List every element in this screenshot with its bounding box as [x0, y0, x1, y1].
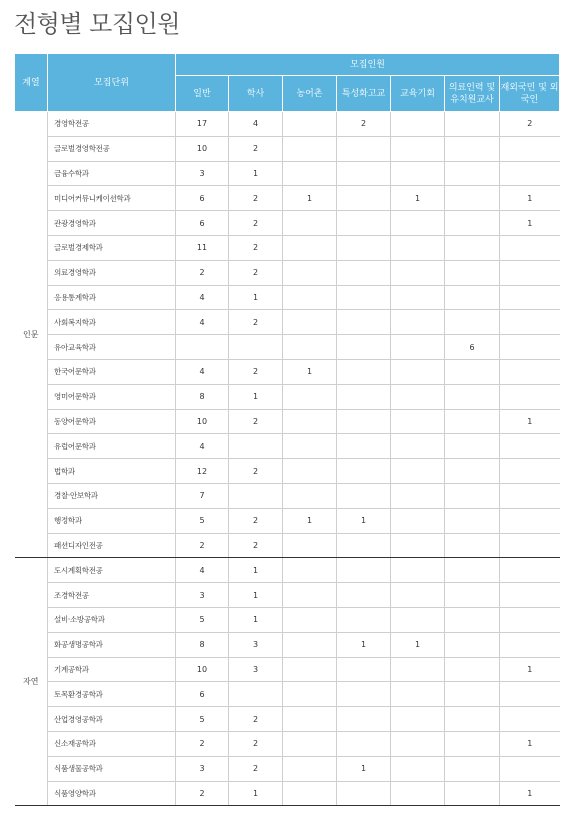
unit-name-cell: 유아교육학과 [48, 335, 176, 360]
quota-cell: 2 [176, 781, 229, 806]
quota-cell [500, 682, 560, 707]
quota-cell [500, 483, 560, 508]
quota-cell [391, 434, 445, 459]
unit-name-cell: 경영학전공 [48, 112, 176, 137]
quota-cell: 2 [176, 533, 229, 558]
quota-cell [445, 235, 500, 260]
quota-cell [391, 583, 445, 608]
quota-cell [283, 607, 337, 632]
quota-cell: 1 [229, 558, 283, 583]
quota-cell: 1 [229, 607, 283, 632]
unit-name-cell: 글로벌경영학전공 [48, 136, 176, 161]
quota-cell [283, 335, 337, 360]
quota-cell [283, 682, 337, 707]
quota-cell: 2 [337, 112, 391, 137]
quota-cell [445, 533, 500, 558]
quota-cell [391, 459, 445, 484]
quota-cell [283, 409, 337, 434]
quota-cell [337, 335, 391, 360]
quota-cell [445, 260, 500, 285]
quota-cell [391, 607, 445, 632]
unit-name-cell: 화공생명공학과 [48, 632, 176, 657]
quota-cell [283, 112, 337, 137]
quota-cell [391, 756, 445, 781]
quota-cell [391, 161, 445, 186]
quota-cell [391, 335, 445, 360]
quota-table-wrapper [14, 53, 559, 806]
quota-cell [337, 558, 391, 583]
quota-cell: 2 [229, 260, 283, 285]
quota-cell [500, 359, 560, 384]
quota-cell: 2 [229, 707, 283, 732]
quota-cell [500, 384, 560, 409]
quota-cell [391, 211, 445, 236]
quota-cell [445, 112, 500, 137]
quota-cell [337, 657, 391, 682]
table-row [15, 781, 560, 806]
quota-cell [445, 285, 500, 310]
quota-cell: 2 [229, 459, 283, 484]
quota-cell: 2 [229, 756, 283, 781]
unit-name-cell: 한국어문학과 [48, 359, 176, 384]
quota-cell [283, 434, 337, 459]
quota-cell: 5 [176, 508, 229, 533]
unit-name-cell: 금융수학과 [48, 161, 176, 186]
quota-cell [229, 483, 283, 508]
quota-cell [445, 707, 500, 732]
quota-cell [500, 558, 560, 583]
table-row [15, 310, 560, 335]
quota-cell [391, 136, 445, 161]
quota-cell: 5 [176, 707, 229, 732]
table-row [15, 533, 560, 558]
quota-cell [500, 707, 560, 732]
unit-name-cell: 기계공학과 [48, 657, 176, 682]
quota-cell: 2 [229, 136, 283, 161]
table-header [15, 54, 560, 112]
quota-cell [283, 211, 337, 236]
quota-cell [391, 533, 445, 558]
quota-cell [391, 359, 445, 384]
table-row [15, 756, 560, 781]
quota-cell [337, 211, 391, 236]
quota-cell: 10 [176, 136, 229, 161]
quota-cell [391, 409, 445, 434]
quota-cell: 2 [229, 211, 283, 236]
table-body [15, 112, 560, 806]
table-row [15, 235, 560, 260]
quota-cell [391, 483, 445, 508]
header-category: 계열 [15, 54, 48, 112]
header-quota: 모집인원 [176, 54, 560, 76]
quota-cell [445, 558, 500, 583]
quota-cell [500, 756, 560, 781]
quota-cell: 12 [176, 459, 229, 484]
quota-cell [283, 731, 337, 756]
quota-cell: 1 [229, 384, 283, 409]
quota-cell [229, 335, 283, 360]
unit-name-cell: 패션디자인전공 [48, 533, 176, 558]
quota-cell: 1 [229, 285, 283, 310]
quota-cell [391, 285, 445, 310]
quota-cell: 1 [229, 781, 283, 806]
category-cell: 자연 [15, 558, 48, 806]
quota-cell [283, 235, 337, 260]
quota-cell [445, 384, 500, 409]
quota-cell: 2 [229, 508, 283, 533]
table-row [15, 211, 560, 236]
quota-cell [500, 260, 560, 285]
category-cell: 인문 [15, 112, 48, 558]
quota-cell [283, 756, 337, 781]
quota-cell: 2 [229, 235, 283, 260]
quota-cell: 17 [176, 112, 229, 137]
unit-name-cell: 글로벌경제학과 [48, 235, 176, 260]
unit-name-cell: 응용통계학과 [48, 285, 176, 310]
quota-cell [283, 310, 337, 335]
quota-cell [283, 260, 337, 285]
quota-cell [500, 583, 560, 608]
quota-cell [337, 434, 391, 459]
quota-cell: 10 [176, 409, 229, 434]
quota-cell: 1 [337, 756, 391, 781]
header-unit: 모집단위 [48, 54, 176, 112]
quota-cell: 2 [229, 359, 283, 384]
quota-cell: 1 [500, 186, 560, 211]
table-row [15, 285, 560, 310]
quota-cell [283, 533, 337, 558]
unit-name-cell: 식품영양학과 [48, 781, 176, 806]
quota-cell [500, 607, 560, 632]
quota-cell: 1 [500, 409, 560, 434]
page-title: 전형별 모집인원 [14, 10, 180, 38]
table-row [15, 657, 560, 682]
quota-cell: 11 [176, 235, 229, 260]
quota-cell: 2 [176, 731, 229, 756]
unit-name-cell: 관광경영학과 [48, 211, 176, 236]
quota-cell [445, 508, 500, 533]
quota-cell: 1 [283, 359, 337, 384]
quota-cell [445, 781, 500, 806]
quota-cell [283, 558, 337, 583]
quota-cell [445, 359, 500, 384]
quota-cell [337, 161, 391, 186]
quota-cell: 4 [229, 112, 283, 137]
unit-name-cell: 산업경영공학과 [48, 707, 176, 732]
quota-cell [445, 756, 500, 781]
quota-cell [337, 359, 391, 384]
quota-cell [391, 781, 445, 806]
table-row [15, 335, 560, 360]
table-row [15, 409, 560, 434]
quota-cell [391, 707, 445, 732]
quota-cell: 1 [391, 186, 445, 211]
quota-cell [445, 682, 500, 707]
quota-cell [337, 235, 391, 260]
quota-cell [337, 707, 391, 732]
quota-cell [283, 483, 337, 508]
unit-name-cell: 토목환경공학과 [48, 682, 176, 707]
quota-cell: 1 [391, 632, 445, 657]
quota-cell [391, 260, 445, 285]
quota-cell [445, 409, 500, 434]
quota-cell [283, 657, 337, 682]
unit-name-cell: 미디어커뮤니케이션학과 [48, 186, 176, 211]
quota-cell: 2 [229, 186, 283, 211]
quota-cell: 4 [176, 285, 229, 310]
quota-cell [500, 508, 560, 533]
quota-cell [229, 434, 283, 459]
unit-name-cell: 행정학과 [48, 508, 176, 533]
table-row [15, 508, 560, 533]
quota-cell [337, 409, 391, 434]
table-row [15, 583, 560, 608]
quota-cell: 1 [283, 186, 337, 211]
quota-cell: 4 [176, 359, 229, 384]
quota-cell [445, 483, 500, 508]
quota-cell: 2 [500, 112, 560, 137]
header-col-opportunity: 교육기회 [391, 76, 445, 112]
quota-cell: 2 [229, 409, 283, 434]
quota-cell [445, 211, 500, 236]
quota-cell: 3 [229, 632, 283, 657]
unit-name-cell: 신소재공학과 [48, 731, 176, 756]
quota-cell: 10 [176, 657, 229, 682]
quota-cell: 1 [500, 657, 560, 682]
header-col-rural: 농어촌 [283, 76, 337, 112]
quota-cell [283, 781, 337, 806]
quota-cell [391, 508, 445, 533]
quota-cell [500, 632, 560, 657]
quota-cell [337, 310, 391, 335]
quota-cell [283, 285, 337, 310]
quota-cell [445, 731, 500, 756]
table-row [15, 186, 560, 211]
quota-cell [445, 607, 500, 632]
table-row [15, 558, 560, 583]
header-col-general: 일반 [176, 76, 229, 112]
quota-cell [500, 285, 560, 310]
quota-cell [337, 285, 391, 310]
quota-cell [337, 731, 391, 756]
quota-cell: 8 [176, 384, 229, 409]
unit-name-cell: 동양어문학과 [48, 409, 176, 434]
quota-cell [337, 260, 391, 285]
quota-cell [229, 682, 283, 707]
quota-cell [500, 310, 560, 335]
quota-cell [445, 434, 500, 459]
quota-cell: 2 [176, 260, 229, 285]
quota-cell: 2 [229, 731, 283, 756]
quota-cell [391, 657, 445, 682]
quota-cell [445, 310, 500, 335]
quota-cell: 4 [176, 434, 229, 459]
quota-cell: 1 [500, 731, 560, 756]
unit-name-cell: 도시계획학전공 [48, 558, 176, 583]
table-row [15, 607, 560, 632]
header-col-overseas: 재외국민 및 외국인 [500, 76, 560, 112]
quota-cell [337, 607, 391, 632]
table-row [15, 731, 560, 756]
quota-cell: 6 [176, 186, 229, 211]
quota-cell [445, 459, 500, 484]
header-col-bachelor: 학사 [229, 76, 283, 112]
quota-cell: 2 [229, 310, 283, 335]
quota-cell [391, 558, 445, 583]
quota-cell [500, 533, 560, 558]
unit-name-cell: 유럽어문학과 [48, 434, 176, 459]
quota-table [14, 53, 560, 806]
unit-name-cell: 의료경영학과 [48, 260, 176, 285]
quota-cell [283, 707, 337, 732]
quota-cell [500, 434, 560, 459]
quota-cell: 3 [176, 756, 229, 781]
quota-cell [176, 335, 229, 360]
header-col-vocational: 특성화고교 [337, 76, 391, 112]
quota-cell: 3 [229, 657, 283, 682]
table-row [15, 260, 560, 285]
quota-cell: 2 [229, 533, 283, 558]
table-row [15, 483, 560, 508]
quota-cell [337, 136, 391, 161]
table-row [15, 632, 560, 657]
quota-cell: 8 [176, 632, 229, 657]
quota-cell [337, 186, 391, 211]
quota-cell [391, 682, 445, 707]
quota-cell [445, 136, 500, 161]
quota-cell [283, 459, 337, 484]
quota-cell [445, 632, 500, 657]
unit-name-cell: 설비·소방공학과 [48, 607, 176, 632]
unit-name-cell: 사회복지학과 [48, 310, 176, 335]
quota-cell [283, 136, 337, 161]
quota-cell [391, 384, 445, 409]
quota-cell [391, 112, 445, 137]
quota-cell: 1 [500, 781, 560, 806]
quota-cell [283, 632, 337, 657]
quota-cell [500, 335, 560, 360]
unit-name-cell: 식품생물공학과 [48, 756, 176, 781]
unit-name-cell: 법학과 [48, 459, 176, 484]
quota-cell: 1 [229, 583, 283, 608]
quota-cell [445, 583, 500, 608]
table-row [15, 359, 560, 384]
quota-cell [337, 459, 391, 484]
table-row [15, 384, 560, 409]
quota-cell: 3 [176, 161, 229, 186]
quota-cell [283, 583, 337, 608]
table-row [15, 112, 560, 137]
unit-name-cell: 영미어문학과 [48, 384, 176, 409]
quota-cell: 7 [176, 483, 229, 508]
quota-cell: 5 [176, 607, 229, 632]
unit-name-cell: 경찰·안보학과 [48, 483, 176, 508]
quota-cell: 1 [337, 632, 391, 657]
quota-cell [500, 459, 560, 484]
quota-cell [283, 384, 337, 409]
unit-name-cell: 조경학전공 [48, 583, 176, 608]
quota-cell [337, 781, 391, 806]
quota-cell [391, 731, 445, 756]
table-row [15, 707, 560, 732]
quota-cell [283, 161, 337, 186]
quota-cell: 1 [283, 508, 337, 533]
quota-cell [500, 136, 560, 161]
quota-cell: 6 [176, 682, 229, 707]
quota-cell: 1 [337, 508, 391, 533]
quota-cell [337, 483, 391, 508]
quota-cell: 3 [176, 583, 229, 608]
table-row [15, 136, 560, 161]
table-row [15, 459, 560, 484]
quota-cell [337, 384, 391, 409]
table-row [15, 434, 560, 459]
quota-cell [337, 682, 391, 707]
quota-cell: 1 [500, 211, 560, 236]
quota-cell: 1 [229, 161, 283, 186]
table-row [15, 161, 560, 186]
quota-cell [337, 533, 391, 558]
table-row [15, 682, 560, 707]
quota-cell [500, 161, 560, 186]
quota-cell [445, 186, 500, 211]
quota-cell [500, 235, 560, 260]
quota-cell [445, 161, 500, 186]
quota-cell: 6 [176, 211, 229, 236]
quota-cell: 6 [445, 335, 500, 360]
quota-cell [445, 657, 500, 682]
quota-cell: 4 [176, 310, 229, 335]
quota-cell [391, 235, 445, 260]
quota-cell [391, 310, 445, 335]
quota-cell [337, 583, 391, 608]
quota-cell: 4 [176, 558, 229, 583]
header-col-medical: 의료인력 및 유치원교사 [445, 76, 500, 112]
